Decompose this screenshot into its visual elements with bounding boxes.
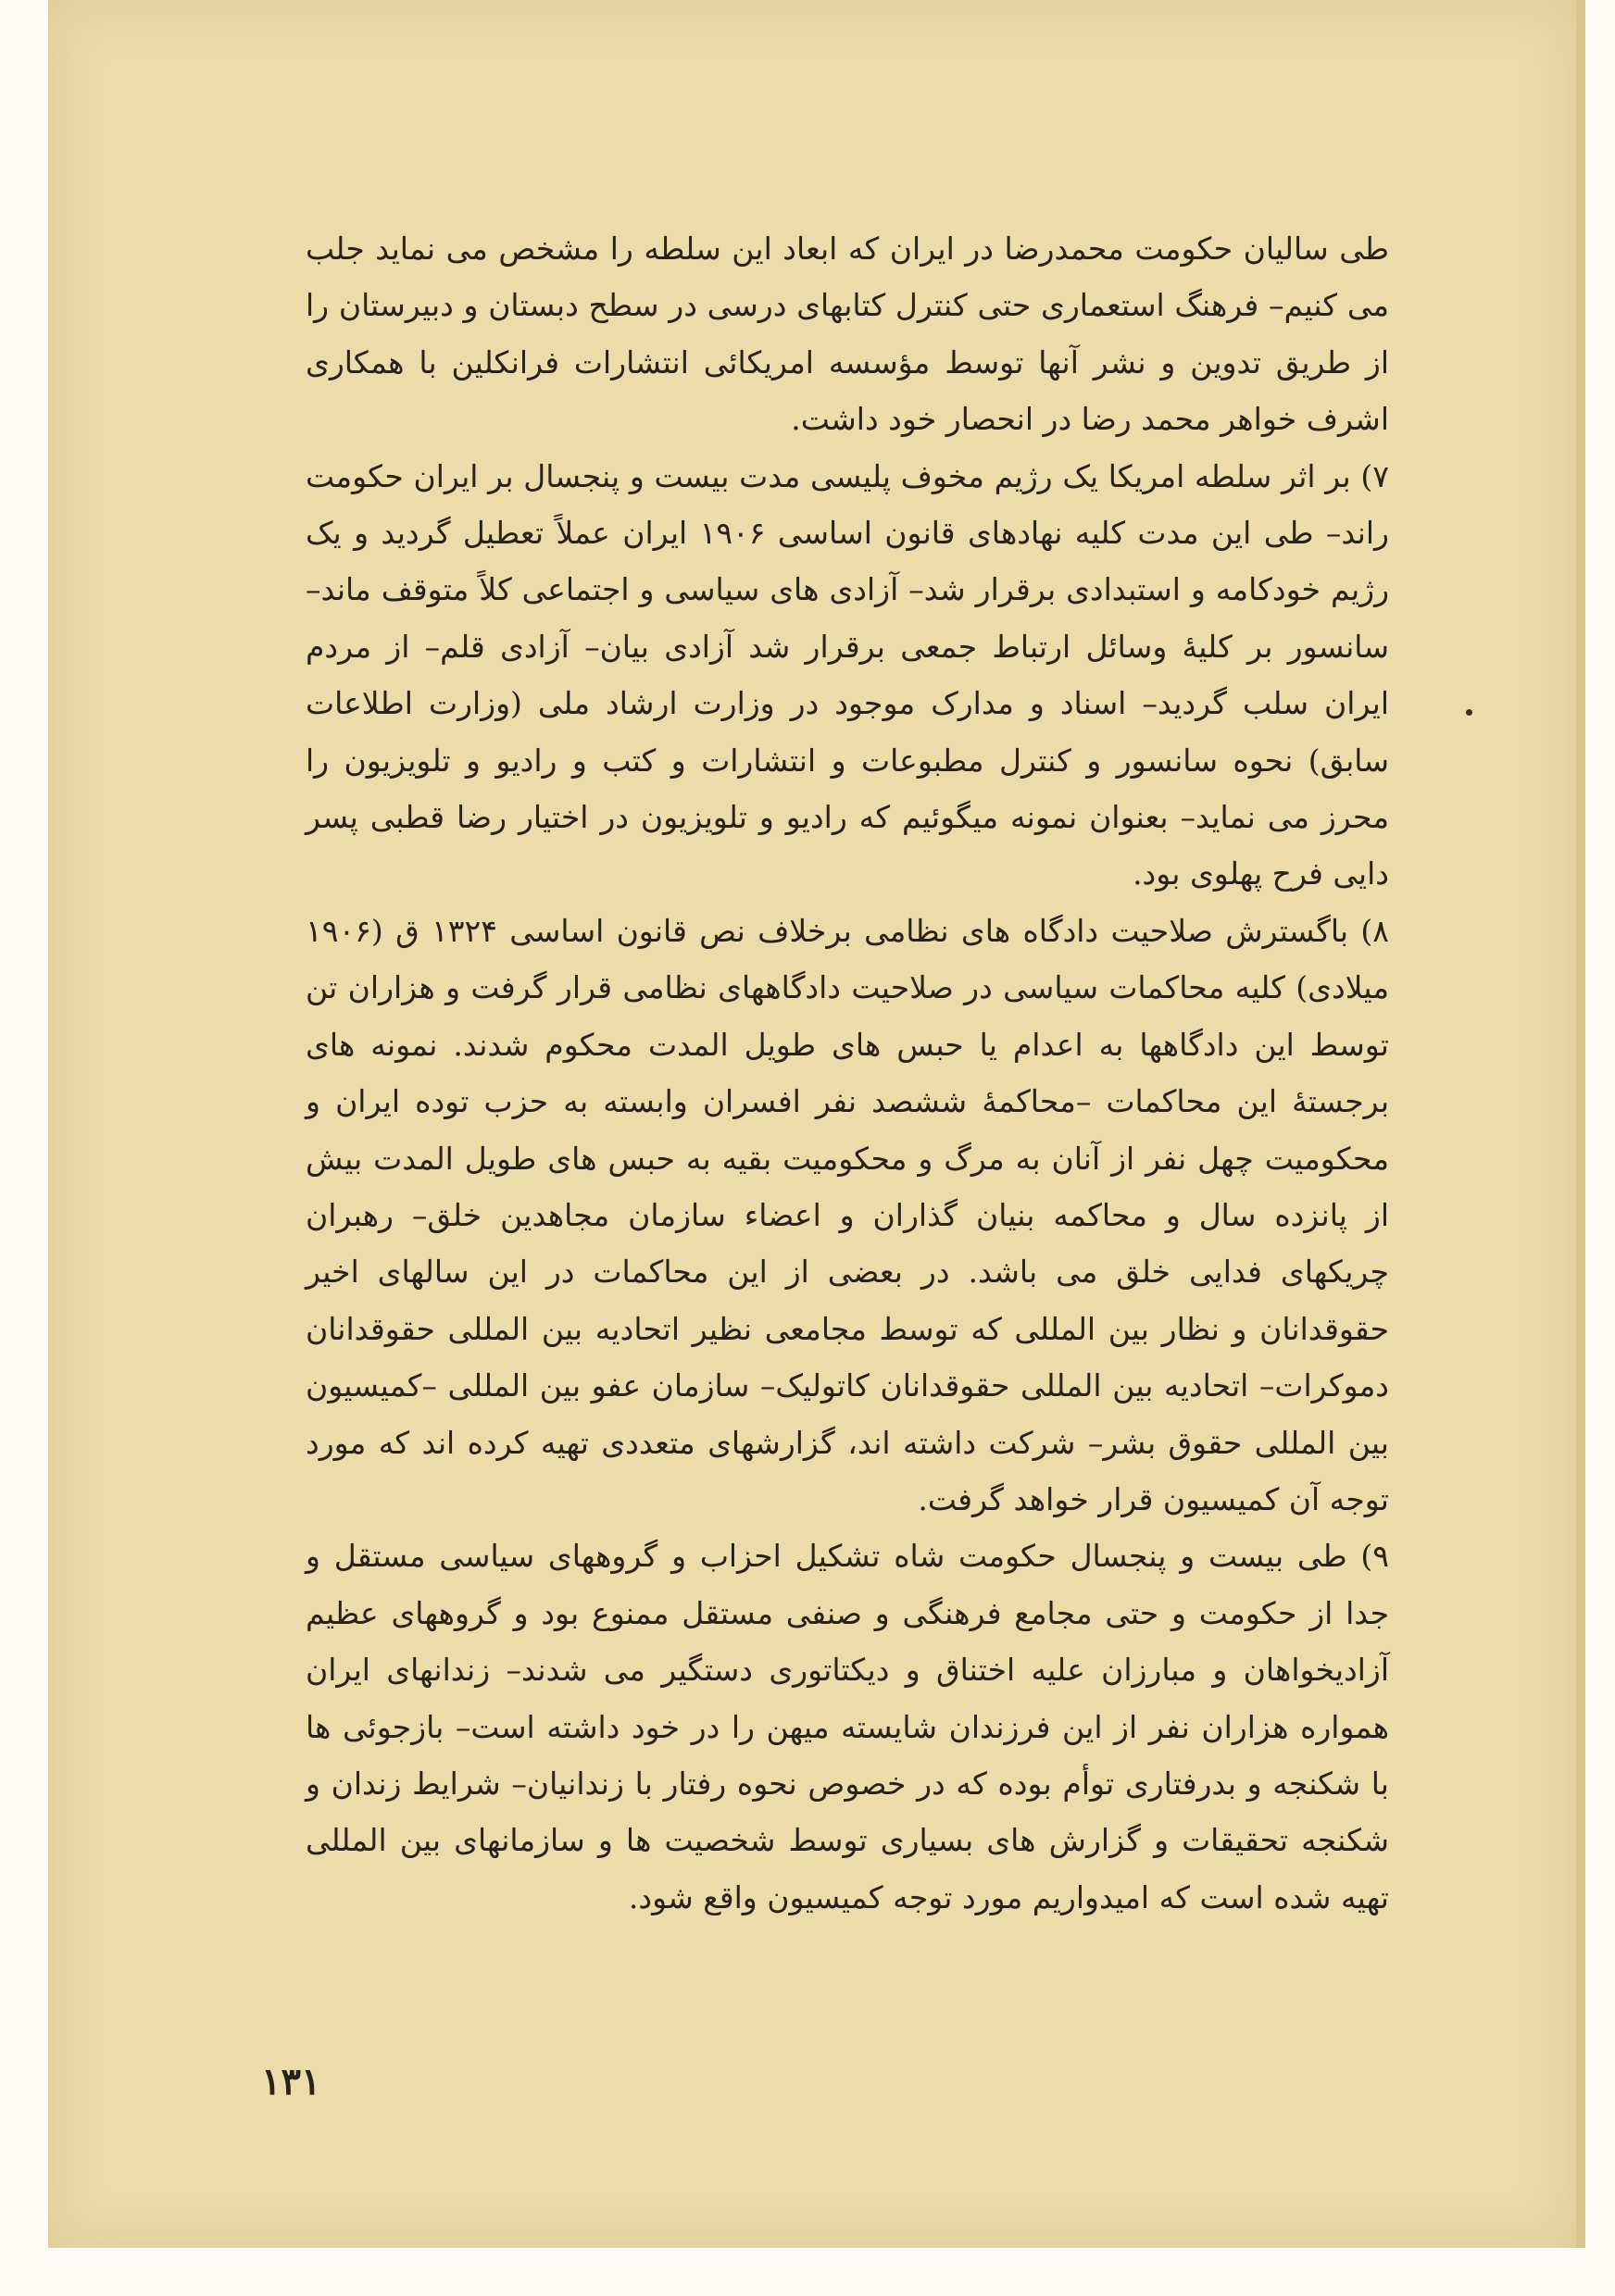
paragraph-7: ۷) بر اثر سلطه امریکا یک رژیم مخوف پلیسی مدت بیست و پنجسال بر ایران حکومت راند– طی این مدت کلیه نهادهای قانون اساسی ۱۹۰۶ ایران عملاً تعطیل گردید و یک رژیم خودکامه و استبدادی برقرار شد– آزادی های سیاسی و اجتماعی کلاً متوقف ماند– سانسور بر کلیهٔ وسائل ارتباط جمعی برقرار شد آزادی بیان– آزادی قلم– از مردم ایران سلب گردید– اسناد و مدارک موجود در وزارت ارشاد ملی (وزارت اطلاعات سابق) نحوه سانسور و کنترل مطبوعات و انتشارات و کتب و رادیو و تلویزیون را محرز می نماید– بعنوان نمونه میگوئیم که رادیو و تلویزیون در اختیار رضا قطبی پسر دایی فرح پهلوی بود. — [306, 457, 1389, 892]
body-text — [306, 220, 1389, 1926]
paragraph-9: ۹) طی بیست و پنجسال حکومت شاه تشکیل احزاب و گروههای سیاسی مستقل و جدا از حکومت و حتی مجامع فرهنگی و صنفی مستقل ممنوع بود و گروههای عظیم آزادیخواهان و مبارزان علیه اختناق و دیکتاتوری دستگیر می شدند– زندانهای ایران همواره هزاران نفر از این فرزندان شایسته میهن را در خود داشته است– بازجوئی ها با شکنجه و بدرفتاری توأم بوده که در خصوص نحوه رفتار با زندانیان– شرایط زندان و شکنجه تحقیقات و گزارش های بسیاری توسط شخصیت ها و سازمانهای بین المللی تهیه شده است که امیدواریم مورد توجه کمیسیون واقع شود. — [306, 1538, 1389, 1915]
paper-edge — [1576, 0, 1585, 2248]
paragraph: طی سالیان حکومت محمدرضا در ایران که ابعاد این سلطه را مشخص می نماید جلب می کنیم– فرهنگ استعماری حتی کنترل کتابهای درسی در سطح دبستان و دبیرستان را از طریق تدوین و نشر آنها توسط مؤسسه امریکائی انتشارات فرانکلین با همکاری اشرف خواهر محمد رضا در انحصار خود داشت. — [306, 231, 1389, 438]
paragraph-8: ۸) باگسترش صلاحیت دادگاه های نظامی برخلاف نص قانون اساسی ۱۳۲۴ ق (۱۹۰۶ میلادی) کلیه محاکمات سیاسی در صلاحیت دادگاههای نظامی قرار گرفت و هزاران تن توسط این دادگاهها به اعدام یا حبس های طویل المدت محکوم شدند. نمونه های برجستهٔ این محاکمات –محاکمهٔ ششصد نفر افسران وابسته به حزب توده ایران و محکومیت چهل نفر از آنان به مرگ و محکومیت بقیه به حبس های طویل المدت بیش از پانزده سال و محاکمه بنیان گذاران و اعضاء سازمان مجاهدین خلق– رهبران چریکهای فدایی خلق می باشد. در بعضی از این محاکمات در این سالهای اخیر حقوقدانان و نظار بین المللی که توسط مجامعی نظیر اتحادیه بین المللی حقوقدانان دموکرات– اتحادیه بین المللی حقوقدانان کاتولیک– سازمان عفو بین المللی –کمیسیون بین المللی حقوق بشر– شرکت داشته اند، گزارشهای متعددی تهیه کرده اند که مورد توجه آن کمیسیون قرار خواهد گرفت. — [306, 912, 1389, 1517]
page-number: ۱۳۱ — [261, 2060, 321, 2103]
ink-speck — [1466, 709, 1472, 716]
